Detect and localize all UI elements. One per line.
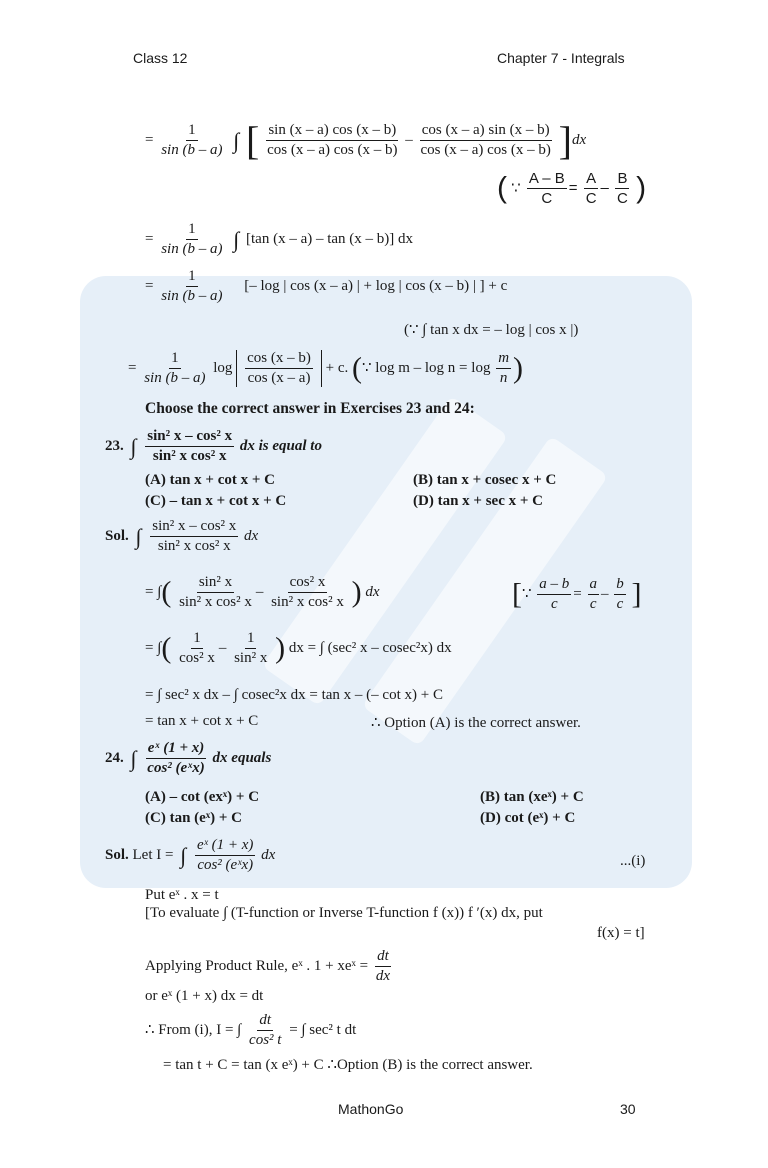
q24-option-c: (C) tan (eˣ) + C [145,810,242,826]
header-class: Class 12 [133,50,188,66]
header-chapter: Chapter 7 - Integrals [497,50,625,66]
solution-24-evaluate-2: f(x) = t] [597,925,645,941]
step-1-reason: ( ∵ $\frac{A - B}{C}$ = $\frac{A}{C}$ – $\frac{B}{C}$ ) [497,170,647,207]
solution-24-product-rule: Applying Product Rule, eˣ . 1 + xeˣ = $\frac{dt}{dx}$ [145,948,390,984]
solution-23-step-4: = ∫ sec² x dx – ∫ cosec²x dx = tan x – (– cot x) + C [145,687,443,703]
solution-23-step-2-reason: [∵ $\frac{a - b}{c}$ = $\frac{a}{c}$ – $\frac{b}{c}$ ] [512,576,642,612]
solution-23-step-1: Sol. ∫ $\frac{\text{sin² x – cos² x}}{\text{sin² x cos² x}}$ dx [105,518,259,554]
solution-24-evaluate: [To evaluate ∫ (T-function or Inverse T-function f (x)) f ′(x) dx, put [145,905,543,921]
q23-option-b: (B) tan x + cosec x + C [413,472,557,488]
step-line-1: = $\frac{1}{\sin (b - a)}$ ∫ [ $\frac{\sin (x - a) \cos (x - b)}{\cos (x - a) \cos (x - b)}$ – $\frac{\cos (x - a) \sin (x - b)}{\cos (x - a) \cos (x - b)}$ ]dx [145,118,587,163]
step-line-2: = $\frac{1}{\sin (b - a)}$ ∫ [tan (x – a) – tan (x – b)] dx [145,221,414,257]
equation-tag: ...(i) [620,853,646,869]
q23-option-a: (A) tan x + cot x + C [145,472,275,488]
instruction: Choose the correct answer in Exercises 23 and 24: [145,400,475,417]
solution-23-answer: ∴ Option (A) is the correct answer. [371,715,581,731]
q24-option-b: (B) tan (xeˣ) + C [480,789,584,805]
q24-option-a: (A) – cot (exˣ) + C [145,789,260,805]
solution-23-step-2: = ∫( $\frac{\text{sin² x}}{\text{sin² x cos² x}}$ – $\frac{\text{cos² x}}{\text{sin² x cos² x}}$ ) dx [145,574,380,610]
q23-option-d: (D) tan x + sec x + C [413,493,543,509]
q23-option-c: (C) – tan x + cot x + C [145,493,287,509]
solution-24-from: ∴ From (i), I = ∫ $\frac{dt}{\text{cos² t}}$ = ∫ sec² t dt [145,1012,357,1048]
solution-24-put: Put eˣ . x = t [145,887,219,903]
page-number: 30 [620,1101,636,1117]
solution-23-step-3: = ∫( $\frac{1}{\text{cos² x}}$ – $\frac{1}{\text{sin² x}}$ ) dx = ∫ (sec² x – cosec²x) dx [145,630,452,666]
solution-24-let: Sol. Let I = ∫ $\frac{\text{eˣ (1 + x)}}{\text{cos² (eˣx)}}$ dx [105,837,276,873]
question-24: 24. ∫ $\frac{\text{eˣ (1 + x)}}{\text{cos² (eˣx)}}$ dx equals [105,740,272,776]
q24-option-d: (D) cot (eˣ) + C [480,810,576,826]
solution-24-final: = tan t + C = tan (x eˣ) + C ∴Option (B) is the correct answer. [163,1057,533,1073]
fraction: $\frac{1}{\sin (b - a)}$ [161,122,223,158]
step-line-3: = $\frac{1}{\sin (b - a)}$ [– log | cos (x – a) | + log | cos (x – b) | ] + c [145,268,508,304]
integral-sign: ∫ [233,127,240,153]
solution-23-step-5: = tan x + cot x + C [145,713,259,729]
question-23: 23. ∫ $\frac{\text{sin² x – cos² x}}{\text{sin² x cos² x}}$ dx is equal to [105,428,322,464]
solution-24-or: or eˣ (1 + x) dx = dt [145,988,264,1004]
step-3-reason: (∵ ∫ tan x dx = – log | cos x |) [404,322,579,338]
footer-brand: MathonGo [338,1101,404,1117]
step-line-4: = $\frac{1}{\sin (b - a)}$ log $\frac{\cos (x - b)}{\cos (x - a)}$ + c. (∵ log m – log n = log $\frac{m}{n}$ ) [128,350,524,386]
